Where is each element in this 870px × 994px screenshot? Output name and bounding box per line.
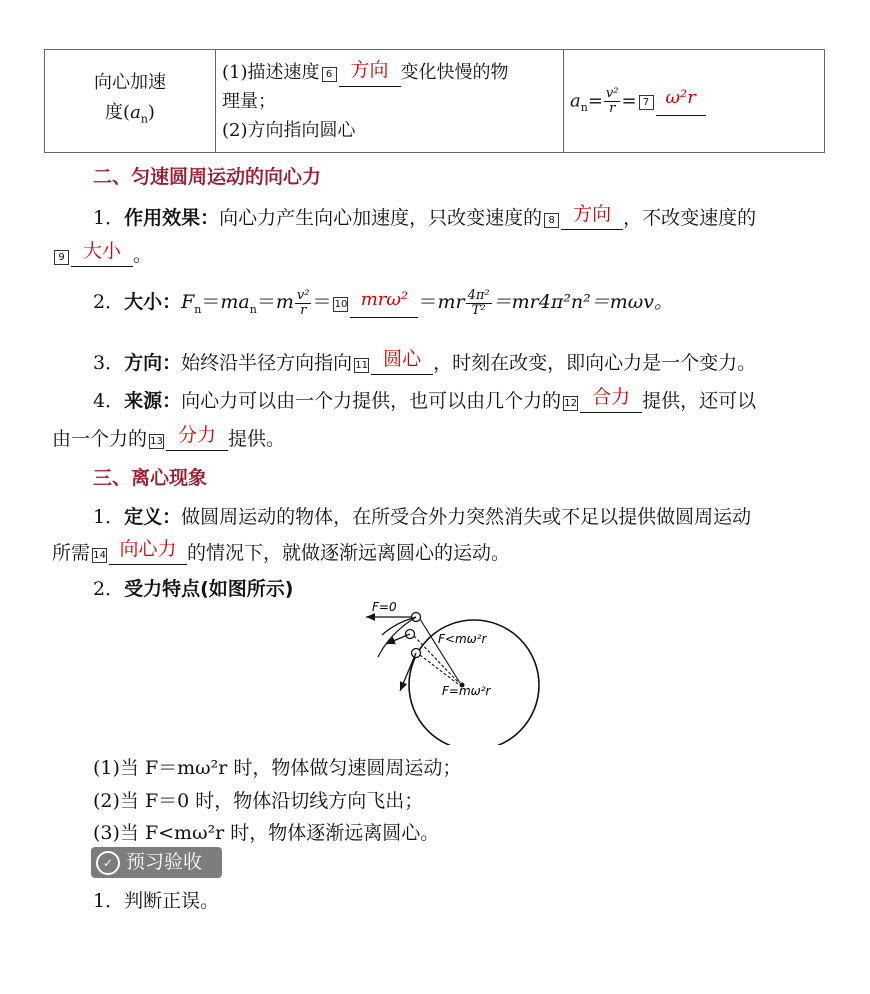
case-3: (3)当 F<mω²r 时，物体逐渐远离圆心。 [93, 822, 440, 844]
s3-item1-line1: 1．定义：做圆周运动的物体，在所受合外力突然消失或不足以提供做圆周运动 [93, 506, 752, 528]
blank-14[interactable] [109, 538, 187, 565]
s2-item4-line1: 4．来源：向心力可以由一个力提供，也可以由几个力的 12 合力 提供，还可以 [93, 386, 826, 413]
force-line-3 [420, 655, 458, 684]
blank-number-9: 9 [54, 250, 69, 265]
answer-6: 方向 [350, 58, 389, 81]
case-1: (1)当 F＝mω²r 时，物体做匀速圆周运动； [93, 757, 462, 779]
answer-8: 方向 [573, 203, 612, 225]
centrifugal-diagram [360, 595, 550, 745]
blank-number-13: 13 [150, 436, 163, 447]
answer-14: 向心力 [119, 538, 177, 560]
judge-item: 1．判断正误。 [93, 890, 220, 912]
v2-over-r: $\frac{\text{v²}}{r}$ [605, 85, 619, 116]
meaning-line2: 理量； [222, 90, 276, 112]
s2-item1-line1: 1．作用效果：向心力产生向心加速度，只改变速度的 8 方向 ，不改变速度的 [93, 203, 826, 230]
blank-number-7: 7 [639, 95, 654, 110]
v2-over-r-2: $\frac{\text{v²}}{r}$ [296, 287, 310, 318]
preview-check-badge [91, 847, 222, 878]
blank-7[interactable] [656, 86, 706, 116]
blank-6[interactable] [339, 58, 401, 87]
term-line1: 向心加速 [94, 71, 166, 93]
blank-number-8: 8 [544, 213, 559, 228]
meaning-cell [216, 50, 564, 153]
term-line2: 度$(a_n)$ [105, 101, 155, 126]
answer-12: 合力 [592, 386, 631, 408]
answer-7: ω²r [665, 86, 696, 108]
answer-9: 大小 [82, 240, 121, 262]
meaning-line3: (2)方向指向圆心 [222, 119, 356, 141]
s2-item3: 3．方向：始终沿半径方向指向 11 圆心 ，时刻在改变，即向心力是一个变力。 [93, 348, 826, 375]
blank-9[interactable] [71, 240, 133, 267]
section2-heading: 二、匀速圆周运动的向心力 [93, 166, 322, 188]
blank-number-14: 14 [93, 550, 106, 561]
s2-item2: 2．大小：$F_n=ma_n=m$ $\frac{\text{v²}}{r}$ ＝ 10 mrω² ＝mr $\frac{\text{4π²}}{\text{T²}}$ ＝mr4π²n²＝mωv。 [93, 287, 674, 318]
blank-10[interactable] [350, 288, 418, 318]
s3-item1-line2: 所需 14 向心力 的情况下，就做逐渐远离圆心的运动。 [52, 538, 826, 565]
term-cell [45, 50, 216, 153]
case-2: (2)当 F＝0 时，物体沿切线方向飞出； [93, 790, 424, 812]
blank-8[interactable] [561, 203, 623, 230]
check-circle-icon: ✓ [96, 851, 120, 875]
formula-cell: $a_n=$ $\frac{\text{v²}}{r}$ = 7 ω²r [564, 50, 825, 153]
label-fless: F<mω²r [438, 632, 487, 646]
blank-number-12: 12 [564, 398, 577, 409]
section3-heading: 三、离心现象 [93, 467, 208, 489]
label-f0: F=0 [372, 600, 397, 614]
velocity-arrow-3 [400, 653, 416, 691]
blank-number-11: 11 [355, 360, 368, 371]
blank-number-10: 10 [334, 299, 348, 310]
meaning-line1: (1)描述速度 6 方向 变化快慢的物 [222, 58, 557, 87]
4pi2-over-t2: $\frac{\text{4π²}}{\text{T²}}$ [467, 287, 490, 318]
s2-item1-line2: 9 大小 。 [52, 240, 826, 267]
s2-item4-line2: 由一个力的 13 分力 提供。 [52, 424, 826, 451]
force-line-1 [420, 619, 460, 683]
answer-11: 圆心 [383, 348, 422, 370]
answer-13: 分力 [178, 424, 217, 446]
badge-label: 预习验收 [126, 851, 203, 873]
answer-10: mrω² [360, 288, 409, 310]
acceleration-table [44, 49, 825, 153]
s3-item2: 2．受力特点(如图所示) [93, 578, 294, 600]
blank-13[interactable] [166, 424, 228, 451]
blank-number-6: 6 [322, 67, 337, 82]
blank-12[interactable] [580, 386, 642, 413]
blank-11[interactable] [371, 348, 433, 375]
label-feq: F=mω²r [442, 684, 491, 698]
